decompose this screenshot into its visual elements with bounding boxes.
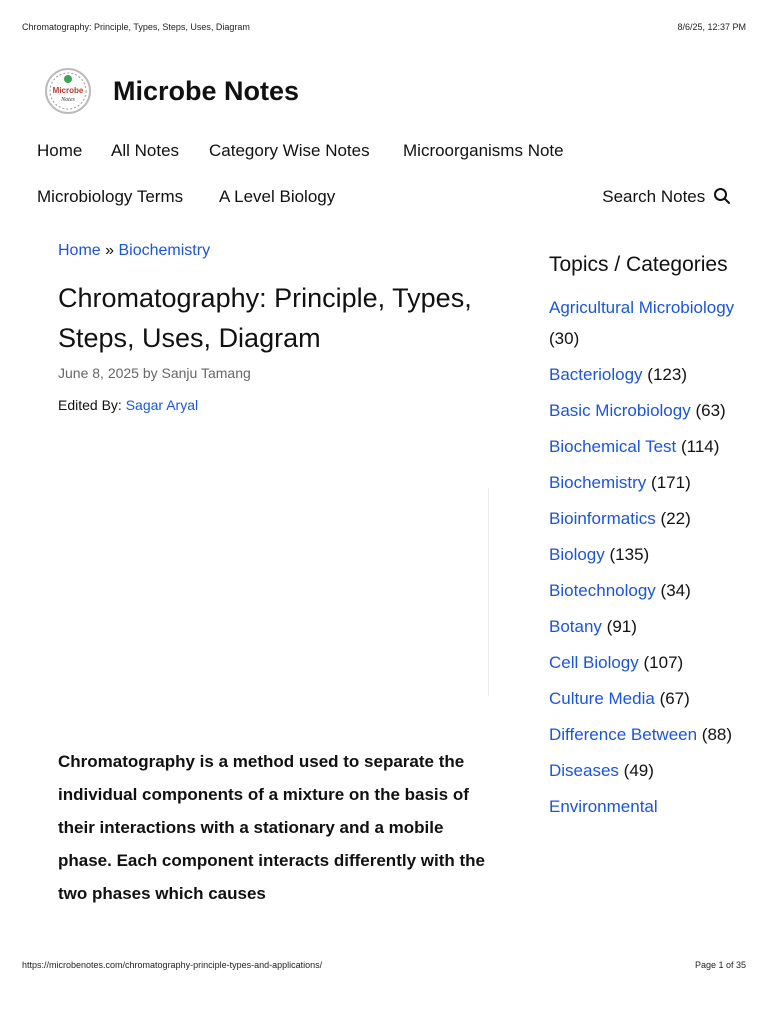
- category-link-cell-biology[interactable]: Cell Biology: [549, 653, 639, 672]
- editor-link[interactable]: Sagar Aryal: [125, 397, 199, 413]
- category-count: (22): [660, 509, 691, 528]
- category-count: (123): [647, 365, 687, 384]
- category-item: [549, 359, 739, 390]
- category-item: [549, 611, 739, 642]
- article-meta: June 8, 2025 by Sanju Tamang: [58, 365, 251, 381]
- category-list: [549, 292, 739, 822]
- logo-text-microbe: Microbe: [52, 86, 84, 95]
- sidebar-heading: Topics / Categories: [549, 253, 728, 276]
- category-link-diseases[interactable]: Diseases: [549, 761, 619, 780]
- category-item: [549, 755, 739, 786]
- category-item: [549, 575, 739, 606]
- category-link-biotechnology[interactable]: Biotechnology: [549, 581, 656, 600]
- article-intro: Chromatography is a method used to separate the individual components of a mixture on the basis of their interactions with a stationary and a mobile phase. Each component interacts differently with the two phases which causes: [58, 752, 485, 903]
- category-link-bacteriology[interactable]: Bacteriology: [549, 365, 643, 384]
- category-link-difference-between[interactable]: Difference Between: [549, 725, 698, 744]
- print-page-number: Page 1 of 35: [694, 960, 746, 970]
- print-page-title: Chromatography: Principle, Types, Steps, Uses, Diagram: [22, 22, 250, 32]
- print-footer: [22, 960, 746, 970]
- print-url: https://microbenotes.com/chromatography-principle-types-and-applications/: [22, 960, 323, 970]
- search-label: Search Notes: [602, 187, 706, 206]
- category-count: (135): [609, 545, 650, 564]
- category-count: (63): [695, 401, 726, 420]
- breadcrumb: [58, 242, 210, 260]
- breadcrumb-category[interactable]: Biochemistry: [118, 242, 211, 259]
- logo-text-notes: Notes: [61, 97, 75, 103]
- category-item: [549, 647, 739, 678]
- category-link-botany[interactable]: Botany: [549, 617, 602, 636]
- category-link-basic-microbiology[interactable]: Basic Microbiology: [549, 401, 691, 420]
- category-item: [549, 431, 739, 462]
- category-item: [549, 503, 739, 534]
- category-link-culture-media[interactable]: Culture Media: [549, 689, 655, 708]
- nav-item-microorganisms-note[interactable]: Microorganisms Note: [403, 141, 564, 160]
- category-count: (88): [701, 725, 733, 744]
- article-title: Chromatography: Principle, Types, Steps, Uses, Diagram: [58, 283, 472, 353]
- category-count: (67): [659, 689, 690, 708]
- category-link-biology[interactable]: Biology: [549, 545, 605, 564]
- category-link-biochemistry[interactable]: Biochemistry: [549, 473, 647, 492]
- breadcrumb-separator: »: [105, 242, 115, 259]
- category-link-biochemical-test[interactable]: Biochemical Test: [549, 437, 677, 456]
- site-logo-icon[interactable]: [44, 67, 92, 115]
- category-item: [549, 683, 739, 714]
- category-link-bioinformatics[interactable]: Bioinformatics: [549, 509, 656, 528]
- category-link-agricultural-microbiology[interactable]: Agricultural Microbiology: [549, 298, 735, 317]
- edited-by-label: Edited By:: [58, 397, 122, 413]
- nav-item-home[interactable]: Home: [37, 141, 83, 160]
- nav-item-category-wise-notes[interactable]: Category Wise Notes: [209, 141, 370, 160]
- category-count: (107): [643, 653, 684, 672]
- category-item: [549, 292, 739, 354]
- category-count: (49): [623, 761, 654, 780]
- category-count: (114): [680, 437, 720, 456]
- nav-item-a-level-biology[interactable]: A Level Biology: [219, 187, 336, 206]
- category-item: [549, 719, 739, 750]
- edited-by: [58, 397, 198, 413]
- print-header: [22, 22, 746, 32]
- category-item: [549, 791, 739, 822]
- category-count: (34): [660, 581, 691, 600]
- category-count: (171): [651, 473, 691, 492]
- search-notes-button[interactable]: [602, 187, 731, 207]
- nav-item-microbiology-terms[interactable]: Microbiology Terms: [37, 187, 184, 206]
- category-link-environmental[interactable]: Environmental: [549, 797, 658, 816]
- nav-item-all-notes[interactable]: All Notes: [111, 141, 180, 160]
- category-count: (91): [606, 617, 637, 636]
- category-item: [549, 395, 739, 426]
- category-count: (30): [549, 329, 580, 348]
- print-datetime: 8/6/25, 12:37 PM: [677, 22, 746, 32]
- content-divider: [488, 488, 489, 696]
- category-item: [549, 467, 739, 498]
- search-icon: [713, 187, 731, 205]
- category-item: [549, 539, 739, 570]
- site-title[interactable]: Microbe Notes: [113, 76, 300, 106]
- sidebar-categories: [549, 248, 739, 827]
- breadcrumb-home[interactable]: Home: [58, 242, 101, 259]
